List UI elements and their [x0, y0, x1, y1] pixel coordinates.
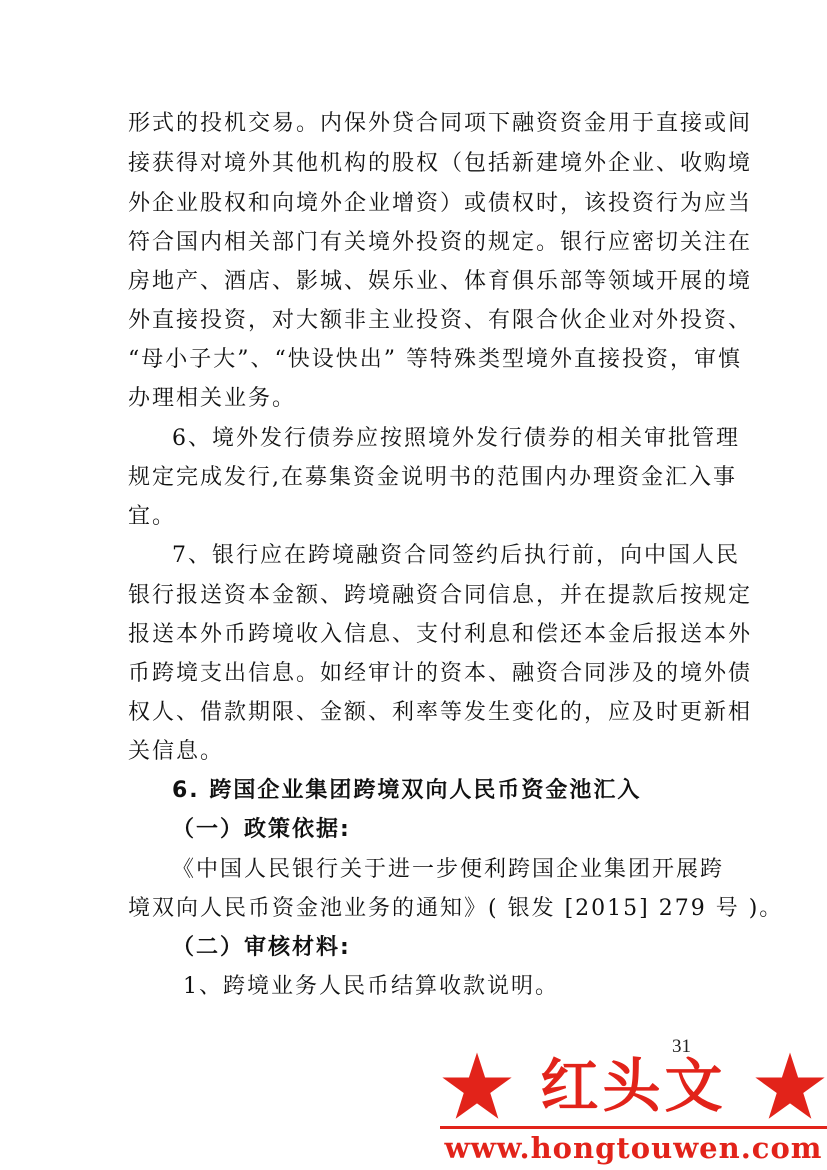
body-line: 报送本外币跨境收入信息、支付利息和偿还本金后报送本外 — [128, 622, 753, 647]
section-heading: 6. 跨国企业集团跨境双向人民币资金池汇入 — [172, 778, 642, 803]
body-line: “母小子大”、“快设快出” 等特殊类型境外直接投资，审慎 — [128, 347, 742, 372]
subsection-heading: （二）审核材料: — [172, 935, 351, 960]
paragraph-item-7: 7、银行应在跨境融资合同签约后执行前，向中国人民 — [172, 543, 740, 568]
star-icon — [440, 1051, 514, 1121]
body-line: 银行报送资本金额、跨境融资合同信息，并在提款后按规定 — [128, 583, 753, 608]
body-line: 宜。 — [128, 504, 177, 529]
watermark-divider — [440, 1126, 827, 1129]
body-line: 符合国内相关部门有关境外投资的规定。银行应密切关注在 — [128, 230, 753, 255]
watermark-url: www.hongtouwen.com — [444, 1131, 823, 1165]
page-number: 31 — [672, 1036, 691, 1057]
body-line: 规定完成发行,在募集资金说明书的范围内办理资金汇入事 — [128, 465, 737, 490]
body-line: 房地产、酒店、影城、娱乐业、体育俱乐部等领域开展的境 — [128, 269, 753, 294]
body-line: 币跨境支出信息。如经审计的资本、融资合同涉及的境外债 — [128, 661, 753, 686]
subsection-heading: （一）政策依据: — [172, 817, 351, 842]
watermark — [440, 1050, 827, 1170]
body-line: 权人、借款期限、金额、利率等发生变化的，应及时更新相 — [128, 700, 753, 725]
paragraph-item-6: 6、境外发行债券应按照境外发行债券的相关审批管理 — [172, 426, 740, 451]
body-line: 《中国人民银行关于进一步便利跨国企业集团开展跨 — [172, 857, 725, 882]
body-line: 接获得对境外其他机构的股权（包括新建境外企业、收购境 — [128, 151, 753, 176]
body-line: 形式的投机交易。内保外贷合同项下融资资金用于直接或间 — [128, 111, 753, 136]
body-line: 外直接投资，对大额非主业投资、有限合伙企业对外投资、 — [128, 308, 753, 333]
watermark-title: 红头文 — [540, 1052, 727, 1120]
body-line: 办理相关业务。 — [128, 386, 297, 411]
body-line: 外企业股权和向境外企业增资）或债权时，该投资行为应当 — [128, 191, 753, 216]
list-item: 1、跨境业务人民币结算收款说明。 — [183, 974, 559, 999]
body-line: 境双向人民币资金池业务的通知》( 银发 [2015] 279 号 )。 — [128, 896, 784, 921]
body-line: 关信息。 — [128, 739, 225, 764]
star-icon — [753, 1051, 827, 1121]
